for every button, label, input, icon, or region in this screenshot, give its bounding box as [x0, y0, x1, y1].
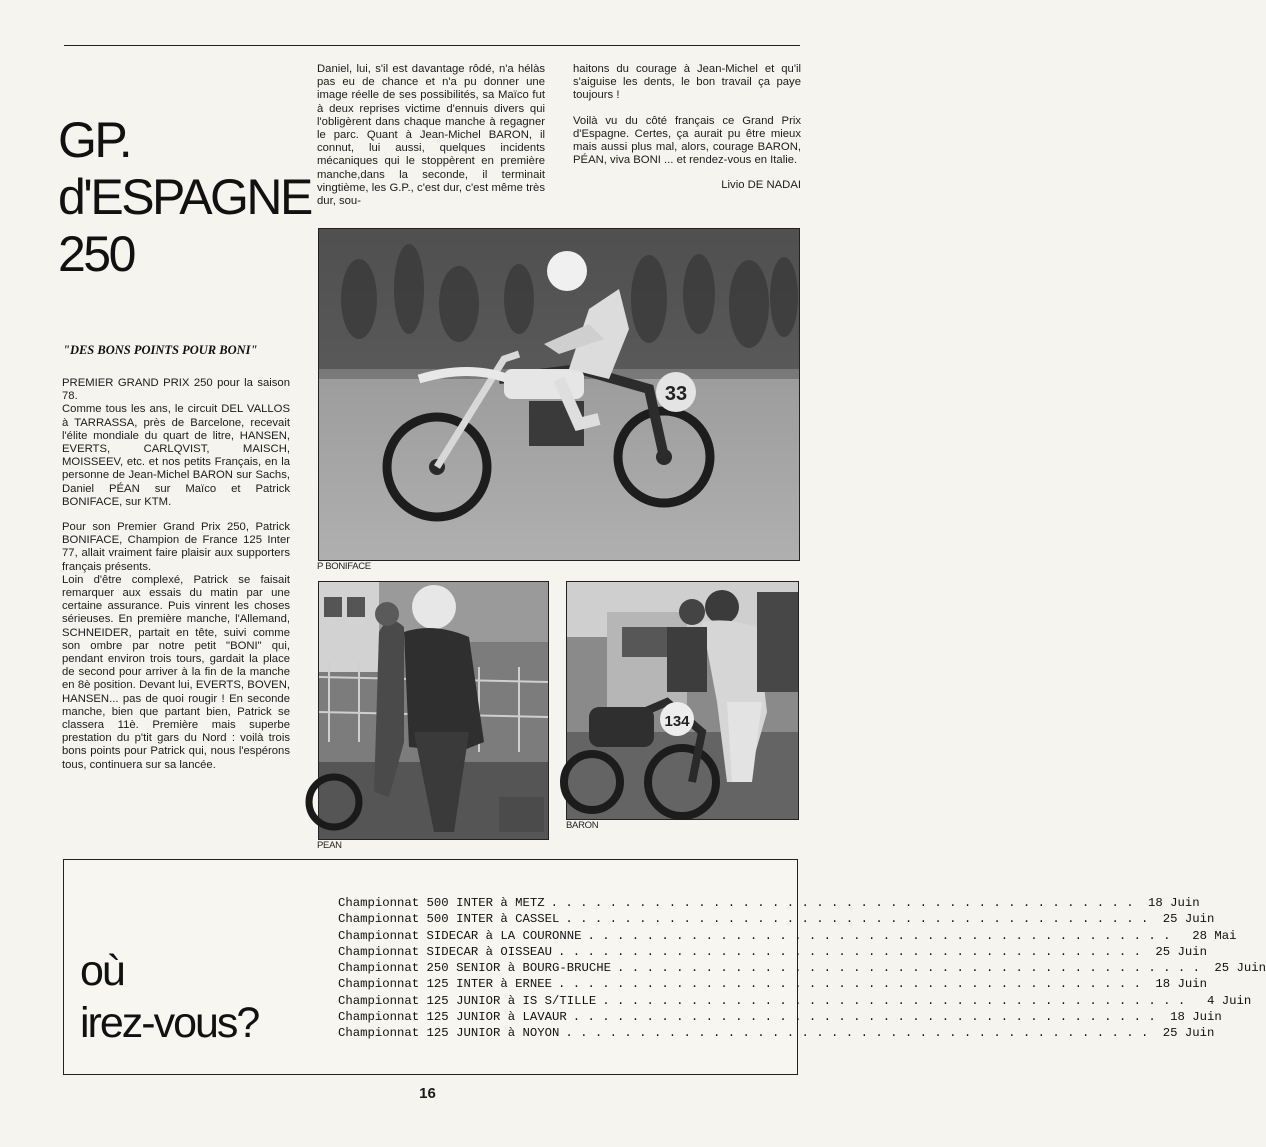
article-subtitle: "DES BONS POINTS POUR BONI": [63, 343, 258, 357]
schedule-event: Championnat 125 INTER à ERNEE: [338, 977, 553, 992]
main-photo-boniface: [318, 228, 800, 561]
schedule-leader-dots: . . . . . . . . . . . . . . . . . . . . . . . . . . . . . . . . . . . . . . . .: [558, 977, 1141, 992]
schedule-event: Championnat 250 SENIOR à BOURG-BRUCHE: [338, 961, 612, 976]
schedule-date: 25 Juin: [1155, 944, 1207, 959]
schedule-row: [338, 976, 1207, 992]
schedule-date: 4 Juin: [1206, 993, 1252, 1008]
schedule-leader-dots: . . . . . . . . . . . . . . . . . . . . . . . . . . . . . . . . . . . . . . . .: [617, 961, 1201, 976]
schedule-leader-dots: . . . . . . . . . . . . . . . . . . . . . . . . . . . . . . . . . . . . . . . .: [587, 928, 1171, 943]
photo-pean: [318, 581, 549, 840]
headline-line-1: GP.: [58, 112, 131, 168]
schedule-row: [338, 911, 1215, 927]
bike-number-134: 134: [664, 713, 690, 730]
intro-body: Comme tous les ans, le circuit DEL VALLOS à TARRASSA, près de Barcelone, recevait l'élite mondiale du quart de litre, HANSEN, EVERTS, CARLQVIST, MAISCH, MOISSEEV, etc. et nos petits Français, en la personne de Jean-Michel BARON sur Sachs, Daniel PÉAN sur Maïco et Patrick BONIFACE, sur KTM.: [62, 403, 290, 508]
paragraph-premier-gp: Pour son Premier Grand Prix 250, Patrick BONIFACE, Champion de France 125 Inter 77, allait vraiment faire plaisir aux supporters français présents.: [62, 521, 290, 573]
schedule-event: Championnat 125 JUNIOR à LAVAUR: [338, 1010, 567, 1025]
schedule-leader-dots: . . . . . . . . . . . . . . . . . . . . . . . . . . . . . . . . . . . . . . . .: [558, 944, 1141, 959]
paragraph-encouragement: haitons du courage à Jean-Michel et qu'il s'aiguise les dents, le bon travail ça paye toujours !: [573, 63, 801, 102]
schedule-leader-dots: . . . . . . . . . . . . . . . . . . . . . . . . . . . . . . . . . . . . . . . .: [565, 912, 1149, 927]
headline-line-3: 250: [58, 226, 134, 282]
schedule-leader-dots: . . . . . . . . . . . . . . . . . . . . . . . . . . . . . . . . . . . . . . . .: [572, 1010, 1156, 1025]
schedule-row: [338, 944, 1207, 960]
schedule-row: [338, 895, 1200, 911]
schedule-date: 25 Juin: [1214, 961, 1266, 976]
caption-pean: PEAN: [317, 840, 342, 851]
paragraph-daniel-jean-michel: Daniel, lui, s'il est davantage rôdé, n'a hélàs pas eu de chance et n'a pu donner une image réelle de ses possibilités, sa Maïco fut à deux reprises victime d'ennuis divers qui l'obligèrent dans chaque manche à regagner le parc. Quant à Jean-Michel BARON, il connut, lui aussi, quelques incidents mécaniques qui le stoppèrent en première manche,dans la seconde, il terminait vingtième, les G.P., c'est dur, c'est même très dur, sou-: [317, 63, 545, 208]
schedule-leader-dots: . . . . . . . . . . . . . . . . . . . . . . . . . . . . . . . . . . . . . . . .: [565, 1026, 1149, 1041]
paragraph-race-report: Loin d'être complexé, Patrick se faisait remarquer aux essais du matin par une certaine assurance. Puis vinrent les choses sérieuses. En première manche, l'Allemand, SCHNEIDER, partait en tête, suivi comme son ombre par notre petit "BONI" qui, pendant environ trois tours, gardait la place de second pour arriver à la fin de la manche en 8è position. Devant lui, EVERTS, BOVEN, HANSEN... pas de quoi rougir ! En seconde manche, bien que partant bien, Patrick se classera 11è. Première mais superbe prestation du p'tit gars du Nord : voilà trois bons points pour Patrick qui, nous l'espérons tous, continuera sur sa lancée.: [62, 573, 290, 771]
photo-baron: [566, 581, 799, 820]
motocross-rider-image: [319, 229, 799, 560]
article-column-2: [317, 63, 545, 208]
schedule-event: Championnat 500 INTER à CASSEL: [338, 912, 560, 927]
pean-paddock-image: [319, 582, 548, 839]
schedule-date: 25 Juin: [1162, 1026, 1215, 1041]
schedule-date: 25 Juin: [1162, 912, 1215, 927]
schedule-leader-dots: . . . . . . . . . . . . . . . . . . . . . . . . . . . . . . . . . . . . . . . .: [602, 993, 1186, 1008]
caption-boniface: P BONIFACE: [317, 561, 371, 572]
headline-line-2: d'ESPAGNE: [58, 169, 311, 225]
schedule-event: Championnat 500 INTER à METZ: [338, 896, 545, 910]
bike-number-33: 33: [664, 383, 688, 405]
box-title-line-2: irez-vous?: [80, 999, 259, 1047]
caption-baron: BARON: [566, 820, 599, 831]
schedule-date: 18 Juin: [1147, 896, 1200, 910]
schedule-row: [338, 1009, 1222, 1025]
article-column-1: [62, 377, 290, 772]
box-title-line-1: où: [80, 947, 124, 995]
top-rule: [64, 45, 800, 46]
schedule-row: [338, 960, 1266, 976]
schedule-event: Championnat SIDECAR à OISSEAU: [338, 944, 553, 959]
page-number: 16: [419, 1085, 436, 1102]
schedule-event: Championnat 125 JUNIOR à NOYON: [338, 1026, 560, 1041]
baron-paddock-image: [567, 582, 798, 819]
schedule-row: [338, 993, 1252, 1009]
schedule-row: [338, 1025, 1215, 1041]
schedule-date: 18 Juin: [1155, 977, 1207, 992]
article-headline: [58, 112, 311, 283]
intro-line: PREMIER GRAND PRIX 250 pour la saison 78.: [62, 377, 290, 403]
paragraph-conclusion: Voilà vu du côté français ce Grand Prix d'Espagne. Certes, ça aurait pu être mieux mais aussi plus mal, alors, courage BARON, PÉAN, viva BONI ... et rendez-vous en Italie.: [573, 114, 801, 167]
author-signature: Livio DE NADAI: [721, 179, 801, 192]
events-box-title: [80, 945, 258, 1049]
paragraph-intro: [62, 377, 290, 509]
schedule-leader-dots: . . . . . . . . . . . . . . . . . . . . . . . . . . . . . . . . . . . . . . . .: [550, 896, 1134, 910]
schedule-row: [338, 928, 1237, 944]
schedule-date: 18 Juin: [1170, 1010, 1222, 1025]
schedule-event: Championnat SIDECAR à LA COURONNE: [338, 928, 582, 943]
schedule-event: Championnat 125 JUNIOR à IS S/TILLE: [338, 993, 597, 1008]
schedule-date: 28 Mai: [1192, 928, 1237, 943]
events-schedule-list: [338, 895, 1266, 1042]
article-column-3: [573, 63, 801, 193]
